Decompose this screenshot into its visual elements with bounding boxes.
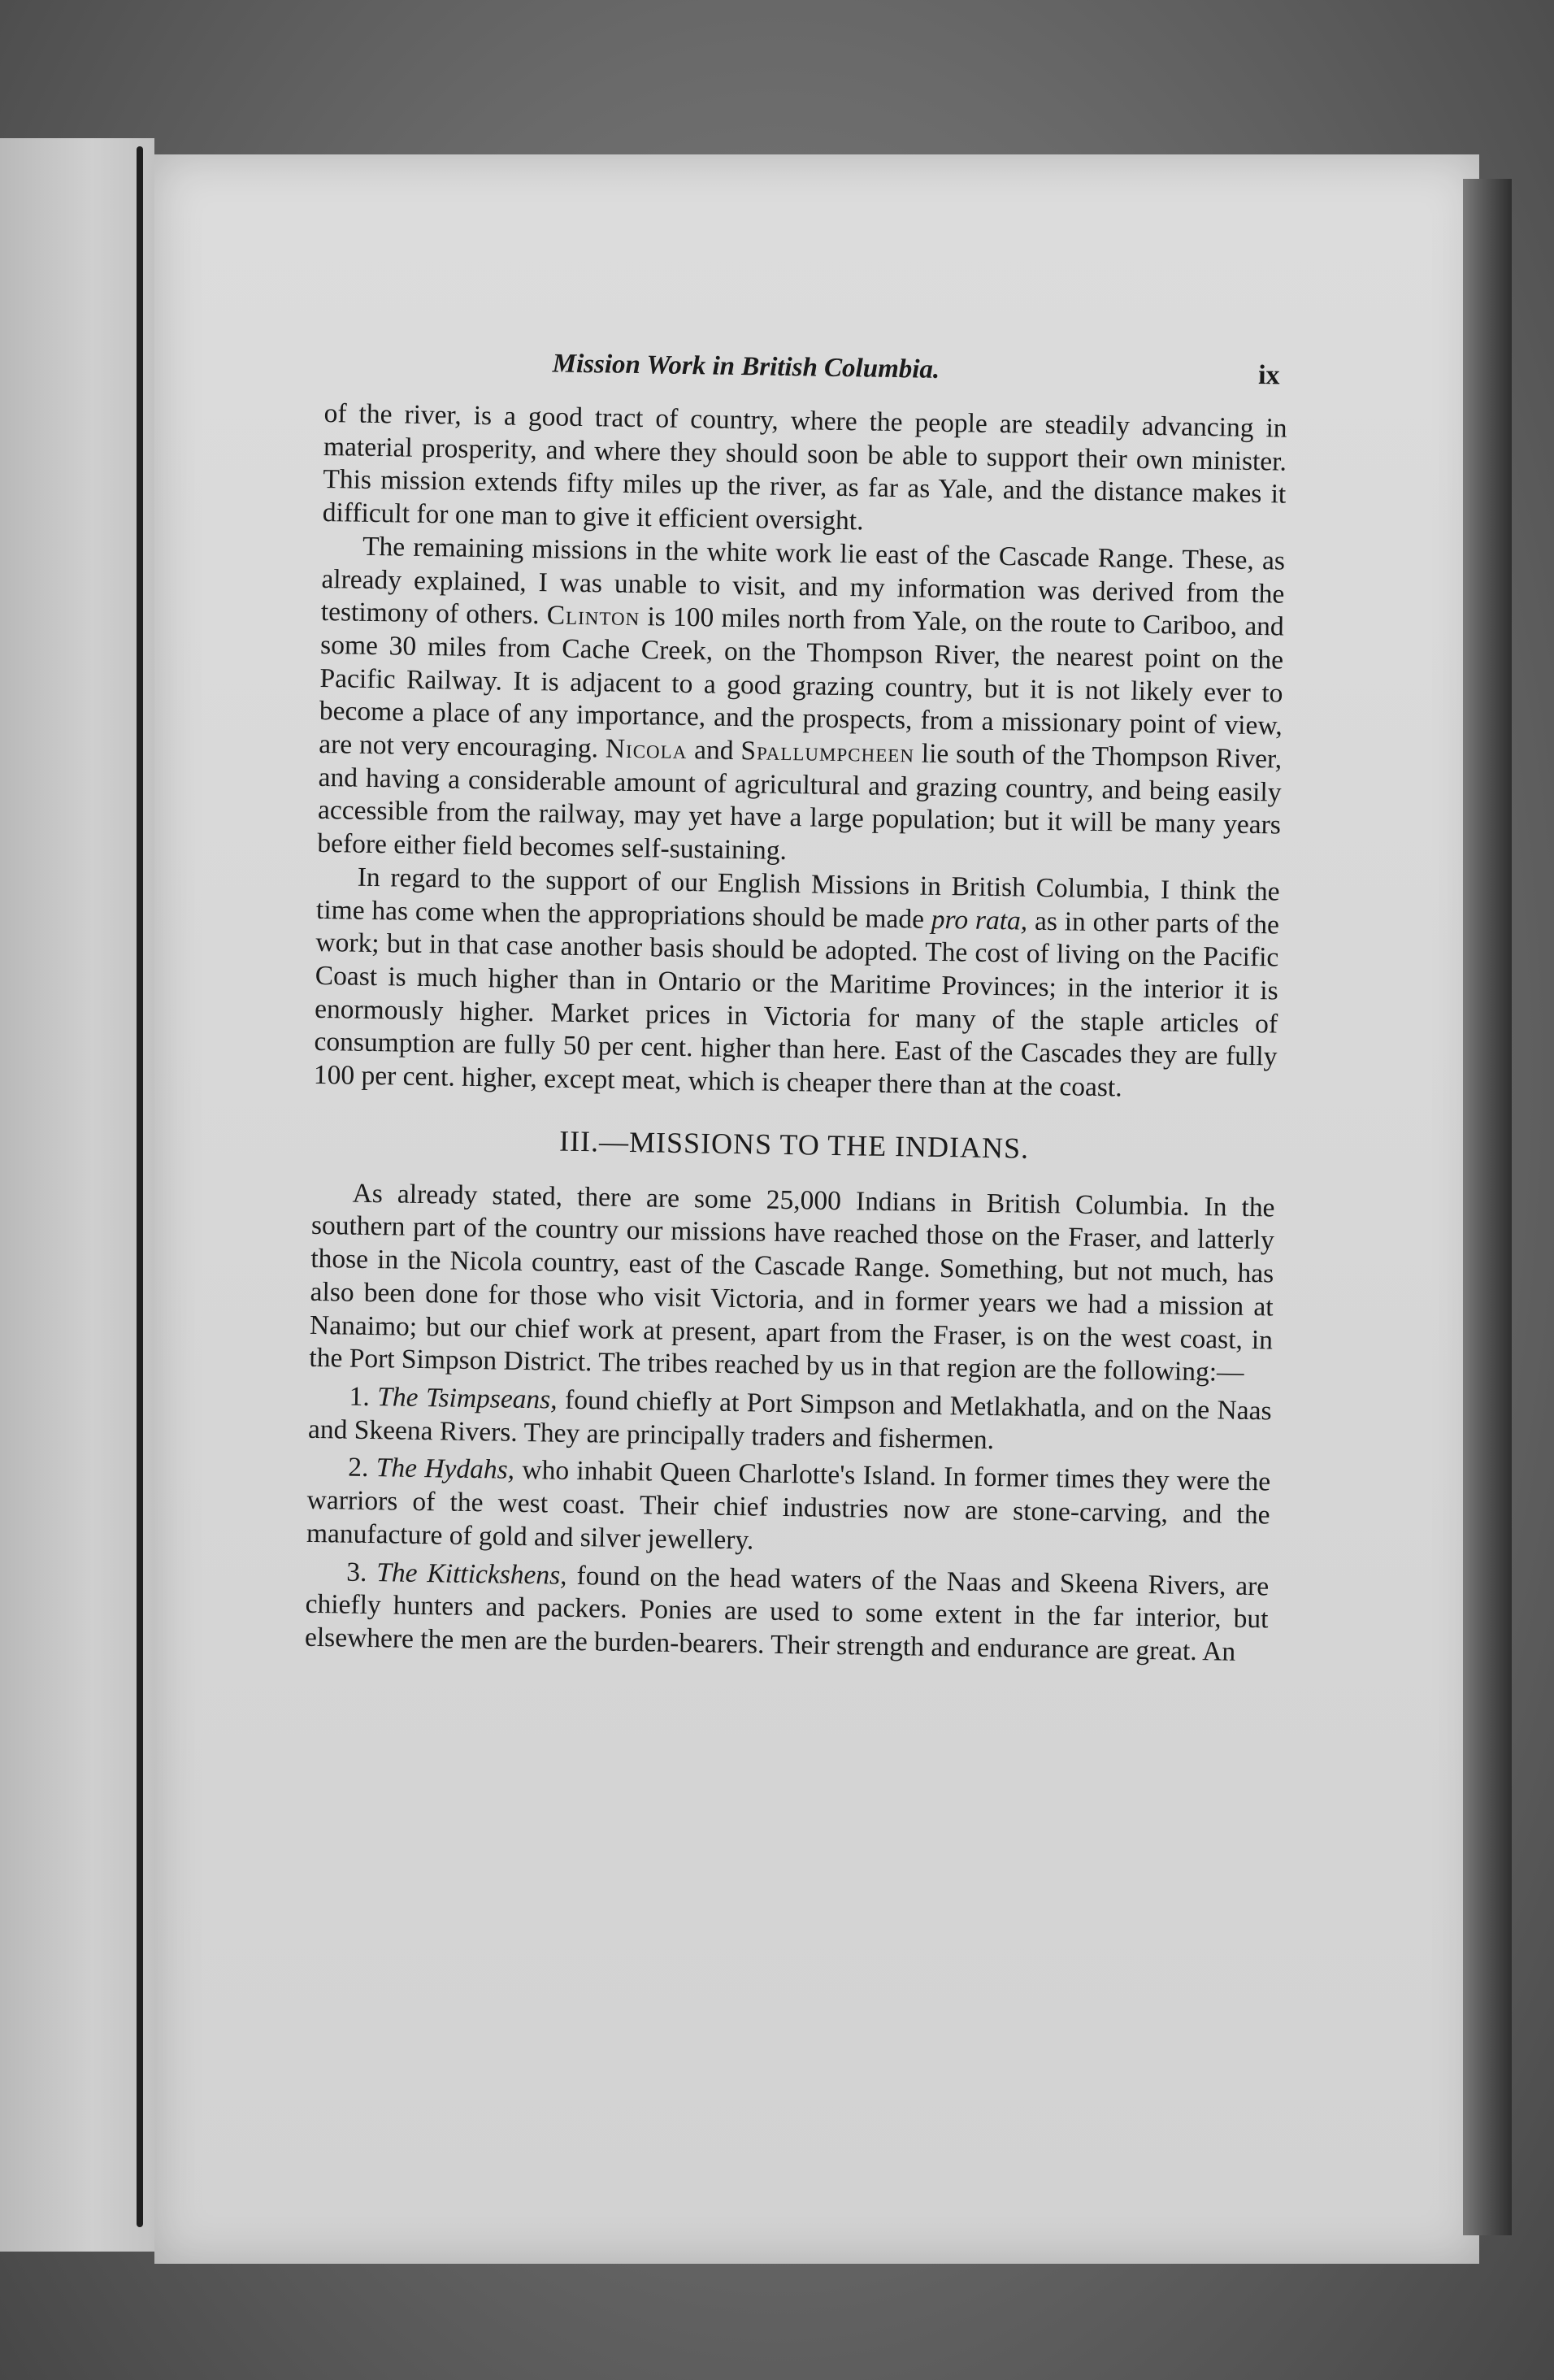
page-number: ix xyxy=(1257,360,1280,391)
paragraph-continuation: of the river, is a good tract of country, where the people are steadily advancing in material prosperity, and where they should soon be able to support their own minister. This mission extends fifty miles up the river, as far as Yale, and the distance makes it difficult for one man to give it efficient oversight. xyxy=(322,397,1287,536)
page-text-block xyxy=(305,345,1288,1670)
pro-rata-italic: pro rata, xyxy=(931,904,1028,936)
item-text: found on the head waters of the Naas and Skeena Rivers, are chiefly hunters and packers. Ponies are used to some extent in the far interior, but elsewhere the men are the burden-bearers. Their strength and endurance are great. An xyxy=(304,1560,1270,1667)
text-run: lie south of the Thompson River, and having a considerable amount of agricultural and grazing country, and being easily accessible from the railway, may yet have a large population; but it will be many years before either field becomes self-sustaining. xyxy=(317,738,1283,866)
item-number: 1. xyxy=(349,1381,371,1413)
place-spallumcheen: Spallumpcheen xyxy=(740,736,915,769)
text-run: The remaining missions in the white work lie east of the Cascade Range. These, as already explained, I was unable to visit, and my information was derived from the testimony of others. xyxy=(320,531,1286,631)
text-run: and xyxy=(693,735,734,766)
paragraph-indians: As already stated, there are some 25,000 Indians in British Columbia. In the southern part of the country our missions have reached those on the Fraser, and latterly those in the Nicola country, east of the Cascade Range. Something, but not much, has also been done for those who visit Victoria, and in former years we had a mission at Nanaimo; but our chief work at present, apart from the Fraser, is on the west coast, in the Port Simpson District. The tribes reached by us in that region are the following:— xyxy=(309,1178,1275,1388)
binding-thread xyxy=(137,146,143,2227)
section-heading: III.—MISSIONS TO THE INDIANS. xyxy=(558,1124,1030,1165)
text-run: is 100 miles north from Yale, on the route to Cariboo, and some 30 miles from Cache Creek, on the Thompson River, the nearest point on the Pacific Railway. It is adjacent to a good grazing country, but it is not likely ever to become a place of any importance, and the prospects, from a missionary point of view, are not very encouraging. xyxy=(319,602,1285,764)
place-nicola: Nicola xyxy=(605,733,688,766)
facing-page-edge xyxy=(0,138,154,2252)
list-item-hydahs xyxy=(306,1451,1271,1566)
paragraph-cascade-missions xyxy=(317,530,1285,876)
item-text: found chiefly at Port Simpson and Metlakhatla, and on the Naas and Skeena Rivers. They are principally traders and fishermen. xyxy=(307,1384,1272,1455)
item-number: 2. xyxy=(348,1453,369,1483)
place-clinton: Clinton xyxy=(546,600,640,632)
list-item-kittickshens xyxy=(305,1555,1270,1670)
item-text: who inhabit Queen Charlotte's Island. In former times they were the warriors of the west coast. Their chief industries now are stone-carving, and the manufacture of gold and silver jewellery. xyxy=(306,1455,1271,1556)
tribe-name: The Hydahs, xyxy=(375,1453,515,1486)
paragraph-support xyxy=(314,861,1280,1108)
item-number: 3. xyxy=(346,1557,367,1587)
running-title: Mission Work in British Columbia. xyxy=(552,349,940,384)
text-run: In regard to the support of our English Missions in British Columbia, I think the time has come when the appropriations should be made xyxy=(315,862,1280,935)
list-item-tsimpseans xyxy=(308,1380,1272,1461)
page-stack-edge xyxy=(1463,179,1512,2235)
tribe-name: The Kittickshens, xyxy=(376,1557,567,1591)
text-run: as in other parts of the work; but in that case another basis should be adopted. The cost of living on the Pacific Coast is much higher than in Ontario or the Maritime Provinces; in the interior it is enormously higher. Market prices in Victoria for many of the staple articles of consumption are fully 50 per cent. higher than here. East of the Cascades they are fully 100 per cent. higher, except meat, which is cheaper there than at the coast. xyxy=(313,906,1280,1103)
tribe-name: The Tsimpseans, xyxy=(376,1382,558,1415)
